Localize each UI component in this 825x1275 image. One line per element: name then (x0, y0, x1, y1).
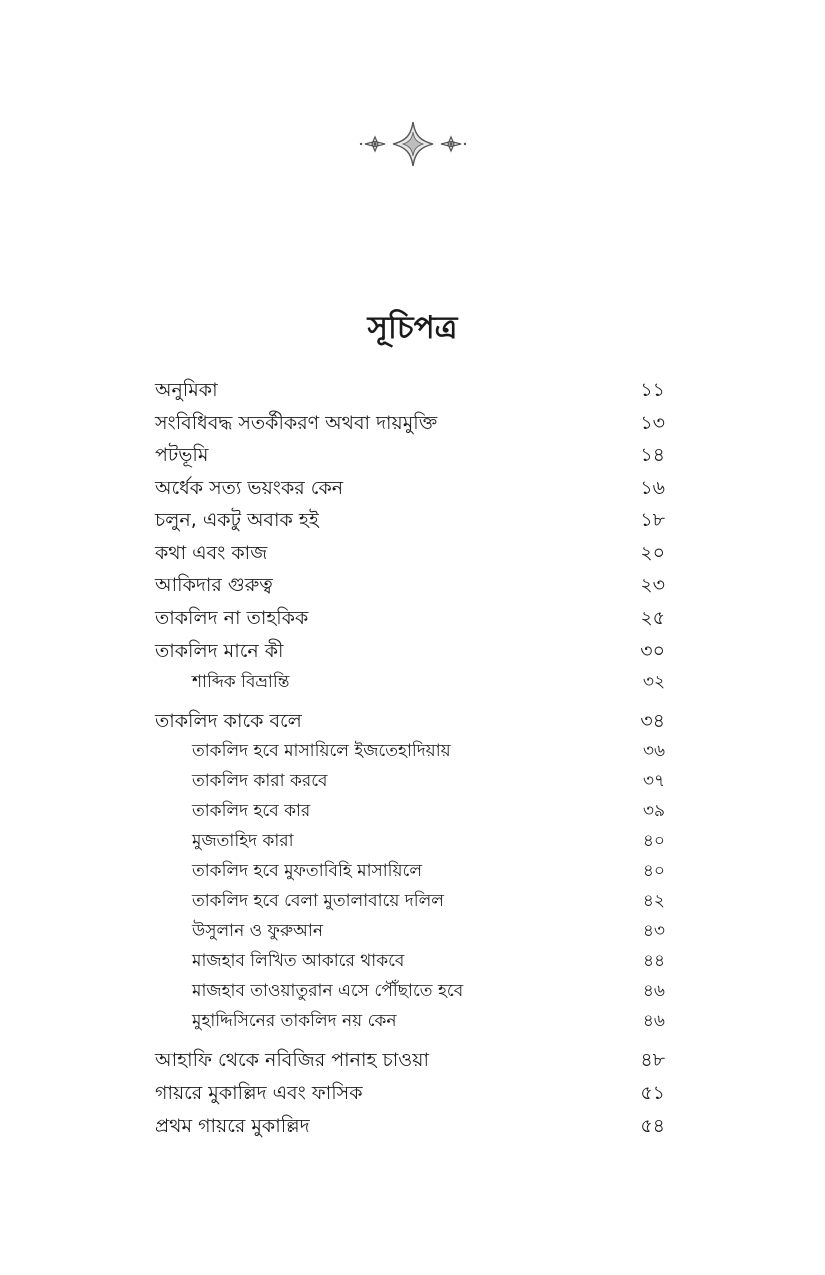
toc-entry (155, 1112, 665, 1140)
toc-entry-page-number: ৫৪ (640, 1115, 665, 1137)
page-title: সূচিপত্র (367, 310, 458, 346)
toc-entry-page-number: ২৩ (640, 574, 665, 596)
toc-entry-title: কথা এবং কাজ (155, 542, 268, 564)
toc-entry-title: মাজহাব লিখিত আকারে থাকবে (192, 951, 405, 971)
toc-entry-title: তাকলিদ হবে বেলা মুতালাবায়ে দলিল (192, 891, 444, 911)
toc-entry-page-number: ১৪ (640, 444, 665, 466)
toc-entry-page-number: ৪৪ (642, 951, 665, 971)
toc-entry (155, 637, 665, 665)
toc-entry-title: চলুন, একটু অবাক হই (155, 509, 319, 531)
toc-entry-page-number: ৩৪ (640, 710, 665, 732)
toc-entry-title: অর্ধেক সত্য ভয়ংকর কেন (155, 477, 344, 499)
toc-entry (155, 441, 665, 469)
toc-entry-page-number: ৩৯ (642, 801, 665, 821)
toc-entry-title: প্রথম গায়রে মুকাল্লিদ (155, 1115, 310, 1137)
toc-entry (192, 888, 665, 914)
toc-entry-title: তাকলিদ কারা করবে (192, 771, 328, 791)
toc-entry-page-number: ৩৭ (642, 771, 665, 791)
toc-entry-title: তাকলিদ হবে মুফতাবিহি মাসায়িলে (192, 861, 423, 881)
toc-entry (155, 604, 665, 632)
toc-entry-page-number: ১১ (640, 379, 665, 401)
toc-entry-title: তাকলিদ হবে মাসায়িলে ইজতেহাদিয়ায় (192, 741, 451, 761)
toc-entry-page-number: ৪২ (642, 891, 665, 911)
toc-entry-title: মাজহাব তাওয়াতুরান এসে পৌঁছাতে হবে (192, 981, 464, 1001)
toc-entry (192, 858, 665, 884)
toc-entry (192, 828, 665, 854)
toc-entry (192, 978, 665, 1004)
toc-entry-title: তাকলিদ হবে কার (192, 801, 311, 821)
toc-entry-page-number: ৪৬ (642, 981, 665, 1001)
toc-entry (192, 798, 665, 824)
toc-entry (192, 918, 665, 944)
toc-entry-page-number: ১৩ (640, 412, 665, 434)
toc-entry (192, 1008, 665, 1034)
toc-entry-title: আহাফি থেকে নবিজির পানাহ চাওয়া (155, 1049, 429, 1071)
toc-entry-page-number: ৫১ (640, 1082, 665, 1104)
toc-entry (155, 506, 665, 534)
toc-entry (155, 474, 665, 502)
toc-entry-page-number: ৪০ (642, 861, 665, 881)
toc-entry (155, 409, 665, 437)
toc-entry-title: উসুলান ও ফুরুআন (192, 921, 323, 941)
toc-entry-title: তাকলিদ কাকে বলে (155, 710, 302, 732)
toc-entry-title: তাকলিদ না তাহকিক (155, 607, 309, 629)
toc-entry (155, 571, 665, 599)
toc-entry-page-number: ৩২ (642, 672, 665, 692)
toc-entry-title: মুজতাহিদ কারা (192, 831, 294, 851)
toc-entry-title: গায়রে মুকাল্লিদ এবং ফাসিক (155, 1082, 363, 1104)
toc-entry-title: পটভূমি (155, 444, 209, 466)
toc-entry-page-number: ৪৬ (642, 1011, 665, 1031)
toc-entry (155, 1079, 665, 1107)
toc-entry-page-number: ১৬ (640, 477, 665, 499)
toc-entry-page-number: ৪৮ (640, 1049, 665, 1071)
toc-entry-title: তাকলিদ মানে কী (155, 640, 284, 662)
toc-entry (155, 539, 665, 567)
toc-entry (192, 738, 665, 764)
toc-entry (192, 948, 665, 974)
toc-entry (192, 669, 665, 695)
toc-entry-title: অনুমিকা (155, 379, 218, 401)
toc-entry-title: সংবিধিবদ্ধ সতর্কীকরণ অথবা দায়মুক্তি (155, 412, 438, 434)
toc-entry (155, 376, 665, 404)
toc-entry-page-number: ২৫ (640, 607, 665, 629)
toc-entry-page-number: ২০ (640, 542, 665, 564)
toc-entry (155, 1046, 665, 1074)
toc-entry-page-number: ৩৬ (642, 741, 665, 761)
toc-entry-title: শাব্দিক বিভ্রান্তি (192, 672, 290, 692)
toc-entry-title: আকিদার গুরুত্ব (155, 574, 273, 596)
toc-entry-page-number: ৩০ (640, 640, 665, 662)
toc-entry-page-number: ১৮ (640, 509, 665, 531)
toc-entry (155, 707, 665, 735)
toc-entry-title: মুহাদ্দিসিনের তাকলিদ নয় কেন (192, 1011, 397, 1031)
toc-entry-page-number: ৪৩ (642, 921, 665, 941)
toc-entry (192, 768, 665, 794)
toc-entry-page-number: ৪০ (642, 831, 665, 851)
